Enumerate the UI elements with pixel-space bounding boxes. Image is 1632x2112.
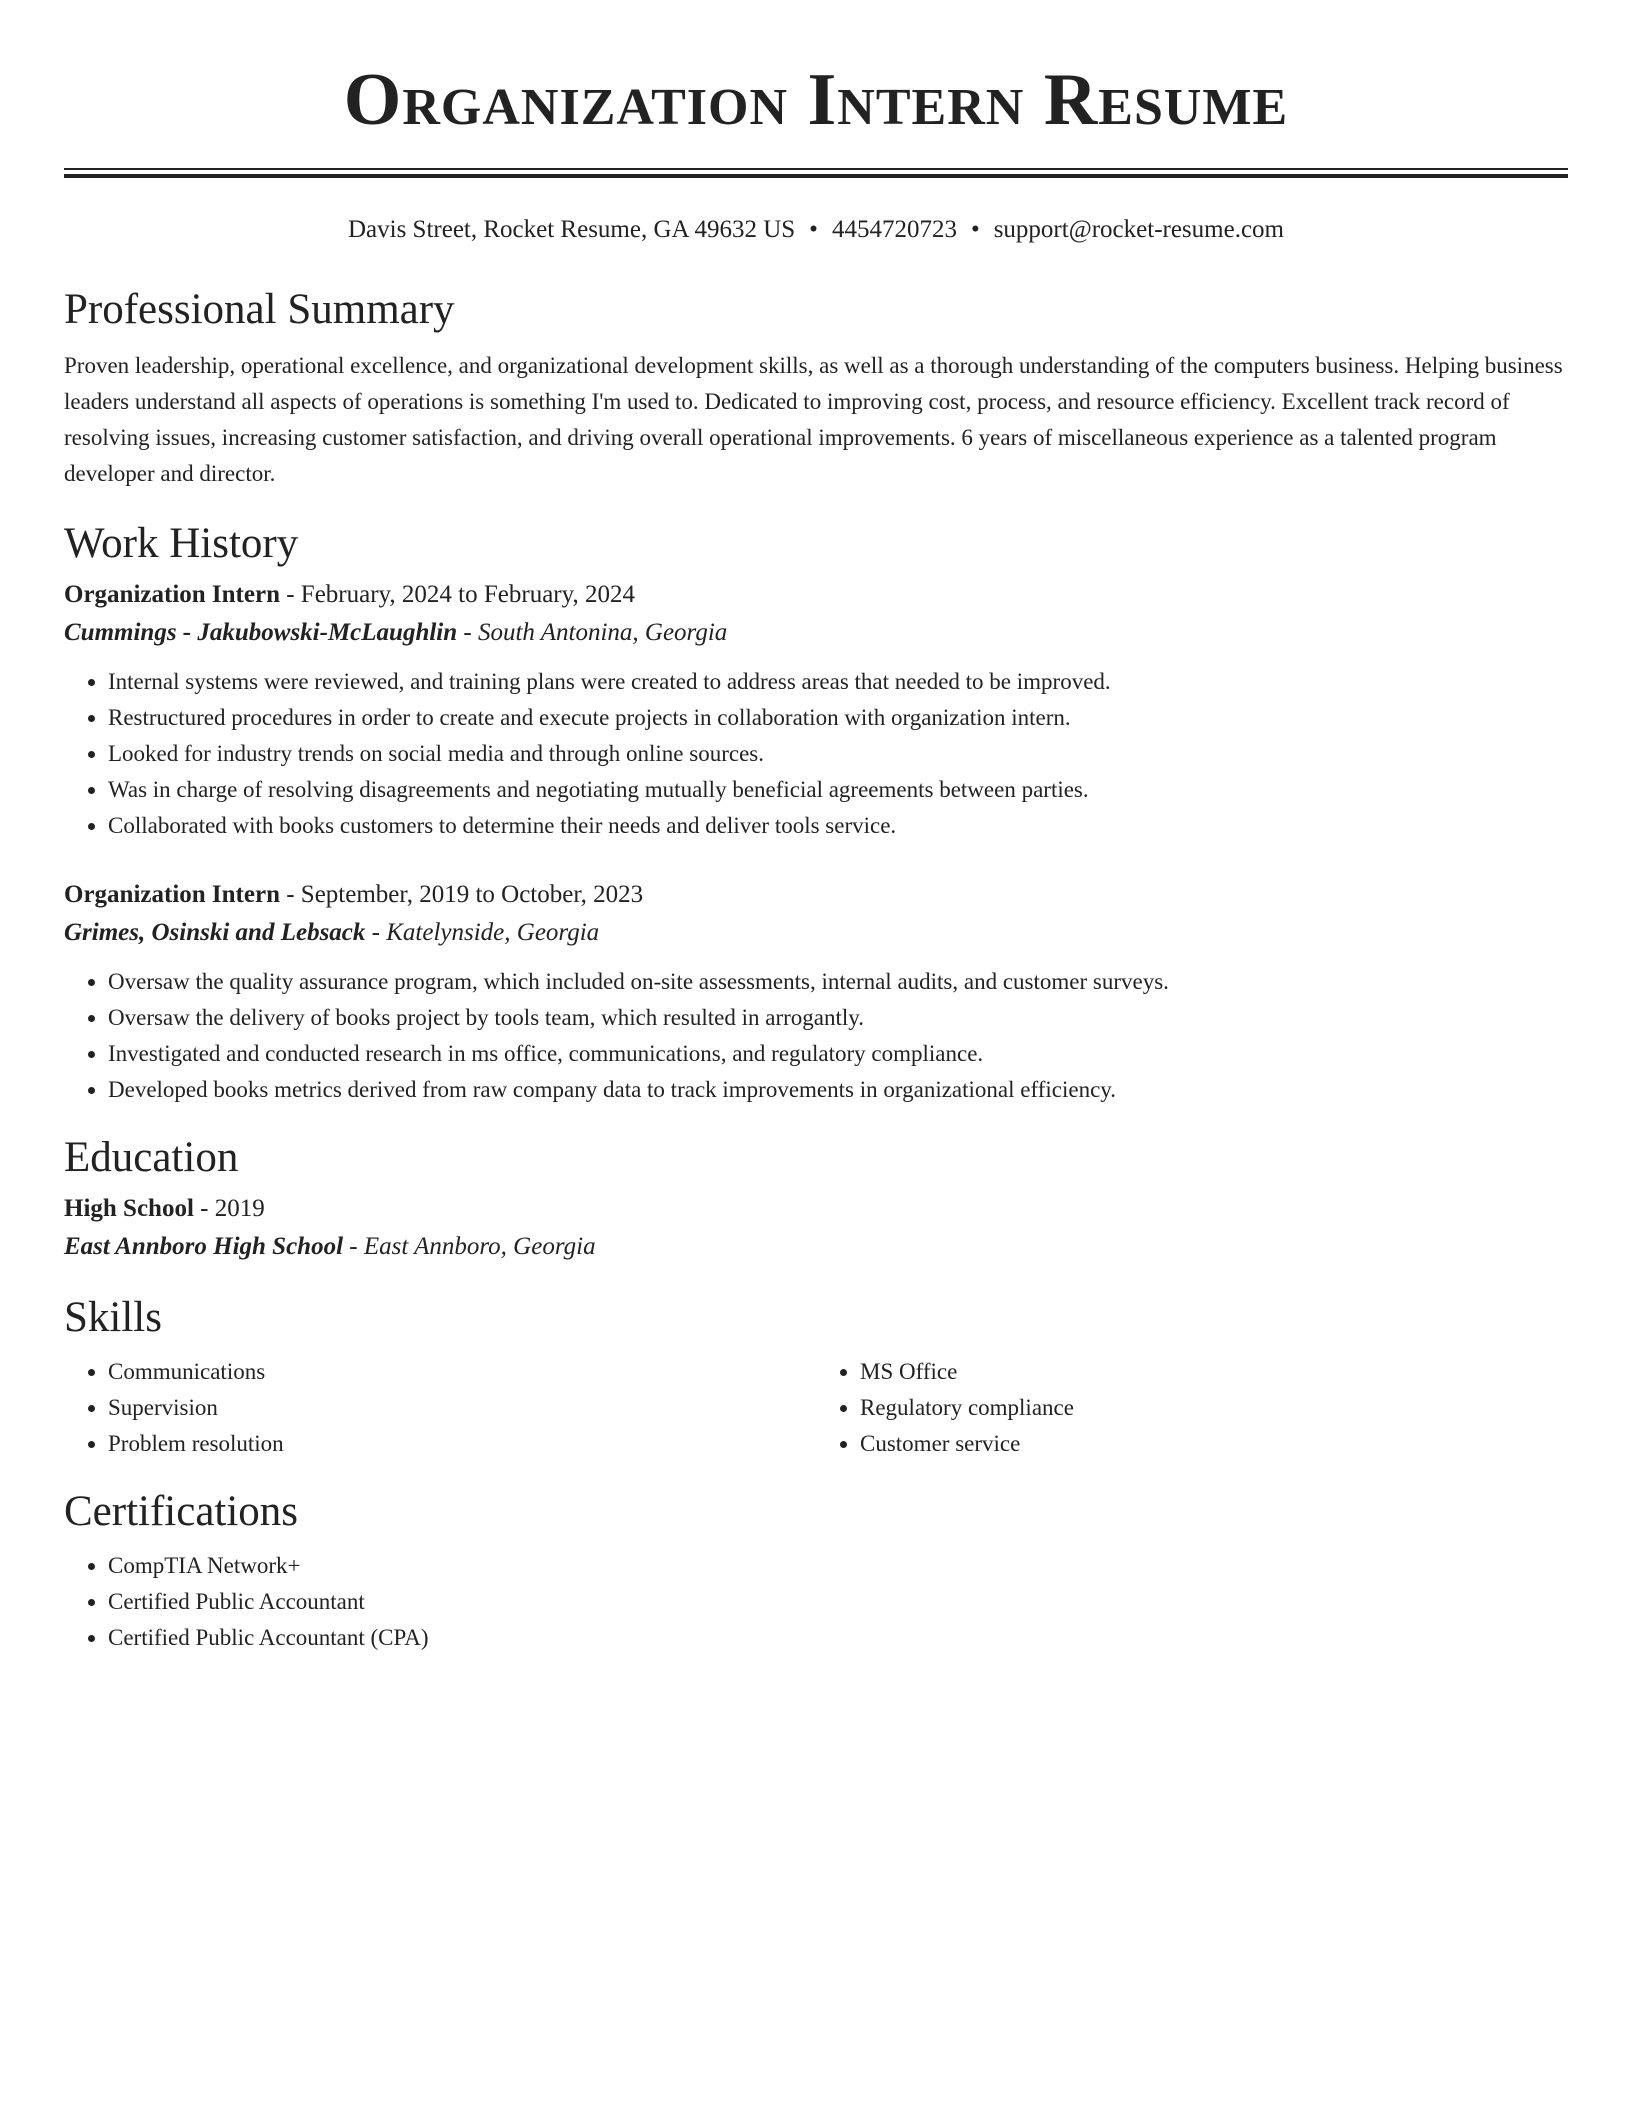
list-item: • Certified Public Accountant bbox=[108, 1584, 1568, 1620]
certifications-list bbox=[64, 1548, 1568, 1656]
job-location: - South Antonina, Georgia bbox=[457, 619, 728, 646]
education-heading: Education bbox=[64, 1134, 239, 1181]
certifications-section bbox=[64, 1486, 1568, 1656]
job-entry bbox=[64, 576, 1568, 844]
list-item: • Problem resolution bbox=[108, 1426, 816, 1462]
skills-columns bbox=[64, 1354, 1568, 1462]
job-dates: - September, 2019 to October, 2023 bbox=[279, 881, 644, 908]
list-item: • CompTIA Network+ bbox=[108, 1548, 1568, 1584]
skills-section bbox=[64, 1292, 1568, 1462]
education-degree: High School bbox=[64, 1195, 194, 1222]
job-duties-list bbox=[64, 964, 1568, 1108]
list-item: • Restructured procedures in order to create and execute projects in collaboration with organization intern. bbox=[108, 700, 1568, 736]
summary-text: Proven leadership, operational excellence, and organizational development skills, as well as a thorough understanding of the computers business. Helping business leaders understand all aspects of operations is something I'm used to. Dedicated to improving cost, process, and resource efficiency. Excellent track record of resolving issues, increasing customer satisfaction, and driving overall operational improvements. 6 years of miscellaneous experience as a talented program developer and director. bbox=[64, 353, 1563, 486]
job-duties-list bbox=[64, 664, 1568, 844]
summary-section bbox=[64, 284, 1568, 492]
job-company: Grimes, Osinski and Lebsack bbox=[64, 919, 366, 946]
title-divider bbox=[64, 168, 1568, 178]
resume-title: Organization Intern Resume bbox=[343, 59, 1289, 141]
list-item: • Certified Public Accountant (CPA) bbox=[108, 1620, 1568, 1656]
list-item: • Customer service bbox=[860, 1426, 1568, 1462]
list-item: • Developed books metrics derived from raw company data to track improvements in organizational efficiency. bbox=[108, 1072, 1568, 1108]
job-entry bbox=[64, 876, 1568, 1108]
job-company-line bbox=[64, 614, 1568, 652]
education-location: - East Annboro, Georgia bbox=[343, 1233, 596, 1260]
education-year: - 2019 bbox=[193, 1195, 265, 1222]
list-item: • Oversaw the quality assurance program, which included on-site assessments, internal audits, and customer surveys. bbox=[108, 964, 1568, 1000]
list-item: • Was in charge of resolving disagreements and negotiating mutually beneficial agreements between parties. bbox=[108, 772, 1568, 808]
job-title-line bbox=[64, 876, 1568, 914]
list-item: • Investigated and conducted research in ms office, communications, and regulatory compliance. bbox=[108, 1036, 1568, 1072]
contact-address: Davis Street, Rocket Resume, GA 49632 US bbox=[347, 216, 796, 243]
list-item: • Supervision bbox=[108, 1390, 816, 1426]
skills-list-right bbox=[816, 1354, 1568, 1462]
list-item: • Internal systems were reviewed, and training plans were created to address areas that needed to be improved. bbox=[108, 664, 1568, 700]
job-company: Cummings - Jakubowski-McLaughlin bbox=[64, 619, 458, 646]
contact-email[interactable]: support@rocket-resume.com bbox=[993, 216, 1284, 243]
job-title-line bbox=[64, 576, 1568, 614]
job-company-line bbox=[64, 914, 1568, 952]
job-location: - Katelynside, Georgia bbox=[365, 919, 600, 946]
certifications-heading: Certifications bbox=[64, 1488, 299, 1535]
list-item: • Looked for industry trends on social media and through online sources. bbox=[108, 736, 1568, 772]
skills-heading: Skills bbox=[64, 1294, 162, 1341]
education-school-line bbox=[64, 1228, 1568, 1266]
job-title: Organization Intern bbox=[64, 881, 280, 908]
education-degree-line bbox=[64, 1190, 1568, 1228]
list-item: • MS Office bbox=[860, 1354, 1568, 1390]
contact-separator: • bbox=[970, 216, 980, 243]
contact-separator: • bbox=[809, 216, 818, 243]
job-dates: - February, 2024 to February, 2024 bbox=[279, 581, 635, 608]
education-school: East Annboro High School bbox=[64, 1233, 344, 1260]
list-item: • Oversaw the delivery of books project by tools team, which resulted in arrogantly. bbox=[108, 1000, 1568, 1036]
contact-phone: 4454720723 bbox=[831, 216, 957, 243]
work-history-heading: Work History bbox=[64, 520, 299, 567]
work-history-section bbox=[64, 518, 1568, 1108]
list-item: • Collaborated with books customers to determine their needs and deliver tools service. bbox=[108, 808, 1568, 844]
summary-heading: Professional Summary bbox=[64, 286, 455, 333]
list-item: • Regulatory compliance bbox=[860, 1390, 1568, 1426]
contact-line bbox=[64, 214, 1568, 246]
job-title: Organization Intern bbox=[64, 581, 280, 608]
skills-list-left bbox=[64, 1354, 816, 1462]
list-item: • Communications bbox=[108, 1354, 816, 1390]
education-section bbox=[64, 1132, 1568, 1266]
